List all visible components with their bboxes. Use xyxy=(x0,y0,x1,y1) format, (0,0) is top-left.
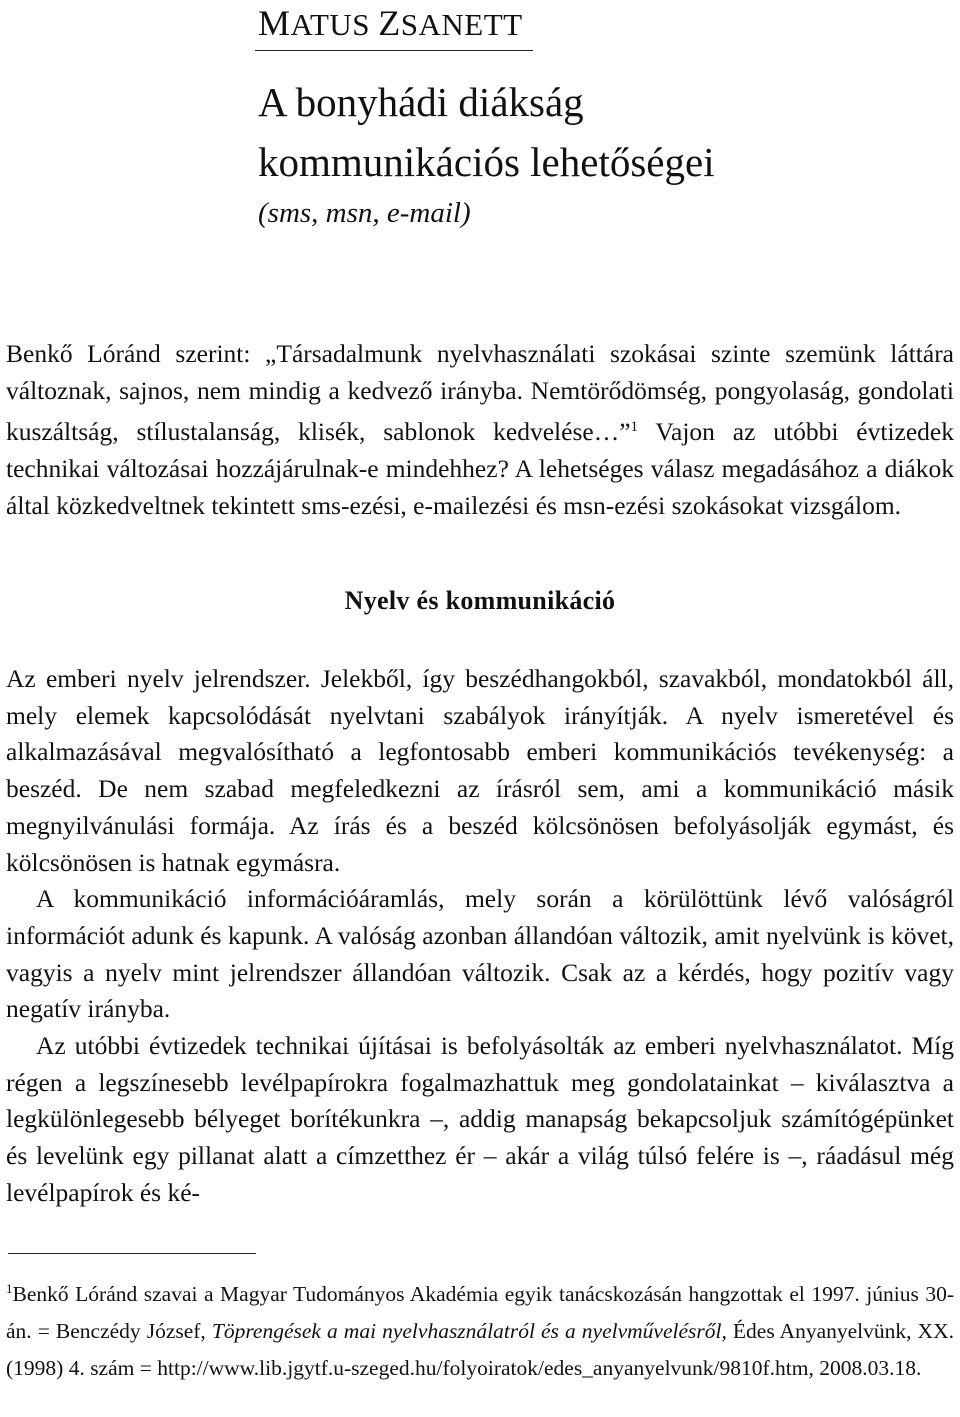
article-title xyxy=(258,72,948,192)
author-name xyxy=(258,2,523,44)
intro-text-a: Benkő Lóránd szerint: „Társadalmunk nyelvhasználati szokásai szinte szemünk láttára változnak, sajnos, nem mindig a kedvező irányba. Nemtörődömség, pongyolaság, gondolati kuszáltság, stílustalanság, klisék, sablonok kedvelése…” xyxy=(6,339,954,447)
author-initial-first: M xyxy=(258,3,291,43)
title-rule xyxy=(255,50,533,51)
footnote-reference: 1 xyxy=(630,419,639,436)
section-body xyxy=(6,661,954,1212)
footnote-mark: 1 xyxy=(6,1281,13,1296)
author-initial-last: Z xyxy=(378,3,401,43)
footnote-cited-title: Töprengések a mai nyelvhasználatról és a nyelvművelésről, xyxy=(211,1319,727,1343)
footnote-text-a: Benkő Lóránd szavai a Magyar Tudományos Akadémia egyik tanácskozásán hangzottak el 1997. június 30-án. = Benczédy József, xyxy=(6,1282,954,1343)
title-line-1: A bonyhádi diákság xyxy=(258,79,584,125)
author-last-rest: SANETT xyxy=(400,7,523,42)
footnote-rule xyxy=(8,1253,256,1254)
article-subtitle: (sms, msn, e-mail) xyxy=(258,197,471,229)
intro-text-b: Vajon az utóbbi évtizedek technikai változásai hozzájárulnak-e mindehhez? A lehetséges válasz megadásához a diákok által közkedveltnek tekintett sms-ezési, e-mailezési és msn-ezési szokásokat vizsgálom. xyxy=(6,417,954,520)
footnote-text-b: Édes Anyanyelvünk, XX. (1998) 4. szám = http://www.lib.jgytf.u-szeged.hu/folyoiratok/edes_anyanyelvunk/9810f.htm, 2008.03.18. xyxy=(6,1319,954,1380)
body-paragraph-3: Az utóbbi évtizedek technikai újításai is befolyásolták az emberi nyelvhasználatot. Míg régen a legszínesebb levélpapírokra fogalmazhattuk meg gondolatainkat – kiválasztva a legkülönlegesebb bélyeget borítékunkra –, addig manapság bekapcsoljuk számítógépünket és levelünk egy pillanat alatt a címzetthez ér – akár a világ túlsó felére is –, ráadásul még levélpapírok és ké- xyxy=(6,1031,954,1207)
section-heading: Nyelv és kommunikáció xyxy=(344,586,616,615)
title-line-2: kommunikációs lehetőségei xyxy=(258,139,715,185)
body-paragraph-1: Az emberi nyelv jelrendszer. Jelekből, így beszédhangokból, szavakból, mondatokból áll, mely elemek kapcsolódását nyelvtani szabályok irányítják. A nyelv ismeretével és alkalmazásával megvalósítható a legfontosabb emberi kommunikációs tevékenység: a beszéd. De nem szabad megfeledkezni az írásról sem, ami a kommunikáció másik megnyilvánulási formája. Az írás és a beszéd kölcsönösen befolyásolják egymást, és kölcsönösen is hatnak egymásra. xyxy=(6,664,954,877)
footnote xyxy=(6,1270,954,1387)
intro-paragraph xyxy=(6,336,954,525)
intro-paragraph-block xyxy=(6,336,954,525)
body-paragraph-2: A kommunikáció információáramlás, mely során a körülöttünk lévő valóságról információt adunk és kapunk. A valóság azonban állandóan változik, amit nyelvünk is követ, vagyis a nyelv mint jelrendszer állandóan változik. Csak az a kérdés, hogy pozitív vagy negatív irányba. xyxy=(6,884,954,1024)
author-first-rest: ATUS xyxy=(290,7,371,42)
